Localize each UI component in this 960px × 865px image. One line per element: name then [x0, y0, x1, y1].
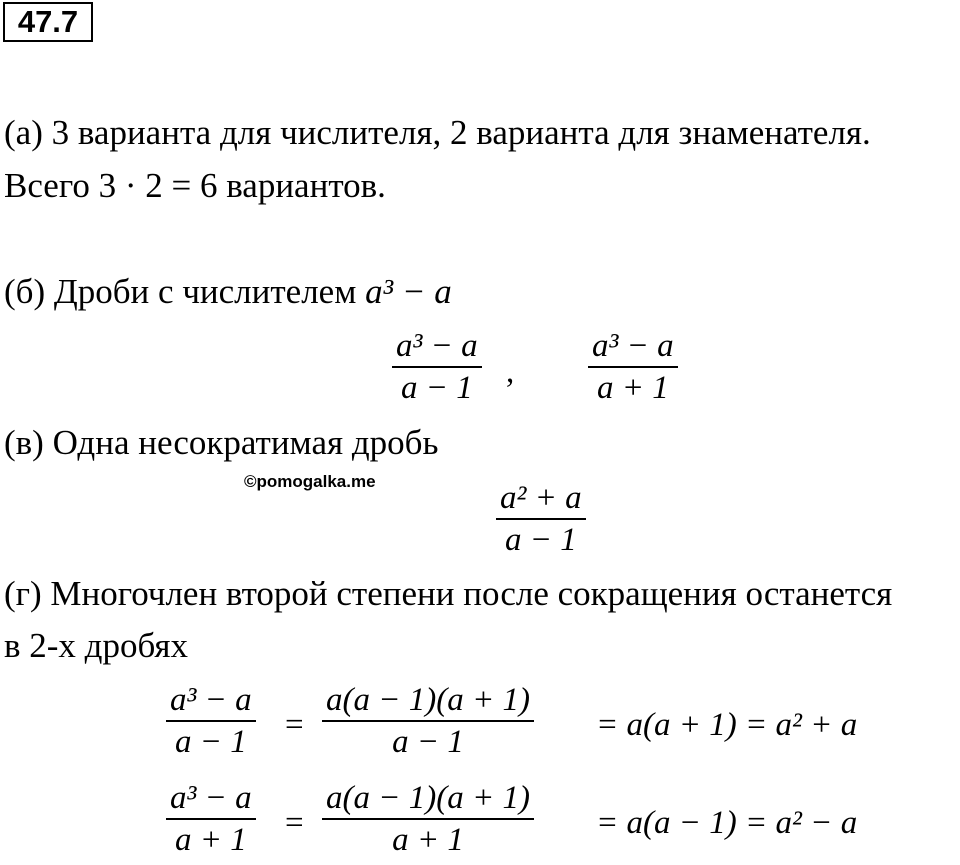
- fraction-separator: ,: [506, 354, 515, 390]
- eq2-lhs-denominator: a + 1: [174, 822, 247, 858]
- equals-sign: =: [285, 805, 304, 841]
- eq2-lhs-fraction: [166, 778, 256, 860]
- problem-number: 47.7: [3, 2, 93, 42]
- part-b-heading: [4, 272, 452, 312]
- fraction-b1-denominator: a − 1: [400, 370, 473, 406]
- fraction-v: [496, 478, 586, 560]
- part-a-line1: (а) 3 варианта для числителя, 2 варианта для знаменателя.: [4, 113, 871, 152]
- eq1-result: = a(a + 1) = a² + a: [596, 707, 858, 743]
- eq1-lhs-numerator: a³ − a: [170, 682, 252, 718]
- fraction-b2: [588, 326, 678, 408]
- eq1-lhs-denominator: a − 1: [174, 724, 247, 760]
- part-b-label: (б) Дроби с числителем: [4, 272, 366, 311]
- part-b-numerator-expr: a³ − a: [365, 272, 452, 311]
- eq1-mid-numerator: a(a − 1)(a + 1): [326, 682, 530, 718]
- fraction-b2-numerator: a³ − a: [592, 328, 674, 364]
- fraction-b1: [392, 326, 482, 408]
- part-a-line2: Всего 3 · 2 = 6 вариантов.: [4, 166, 386, 205]
- eq1-lhs-fraction: [166, 680, 256, 762]
- equals-sign: =: [285, 707, 304, 743]
- part-g-line2: в 2-х дробях: [4, 626, 189, 665]
- eq1-mid-denominator: a − 1: [392, 724, 464, 760]
- watermark: ©pomogalka.me: [244, 472, 376, 491]
- fraction-v-numerator: a² + a: [500, 480, 582, 516]
- fraction-v-denominator: a − 1: [504, 522, 577, 558]
- fraction-b2-denominator: a + 1: [596, 370, 669, 406]
- eq2-result: = a(a − 1) = a² − a: [596, 805, 858, 841]
- eq2-mid-numerator: a(a − 1)(a + 1): [326, 780, 530, 816]
- eq2-lhs-numerator: a³ − a: [170, 780, 252, 816]
- fraction-b1-numerator: a³ − a: [396, 328, 478, 364]
- eq2-mid-denominator: a + 1: [392, 822, 464, 858]
- part-g-line1: (г) Многочлен второй степени после сокращения останется: [4, 574, 893, 613]
- part-v-label: (в) Одна несократимая дробь: [4, 423, 439, 462]
- eq2-mid-fraction: [322, 778, 534, 860]
- eq1-mid-fraction: [322, 680, 534, 762]
